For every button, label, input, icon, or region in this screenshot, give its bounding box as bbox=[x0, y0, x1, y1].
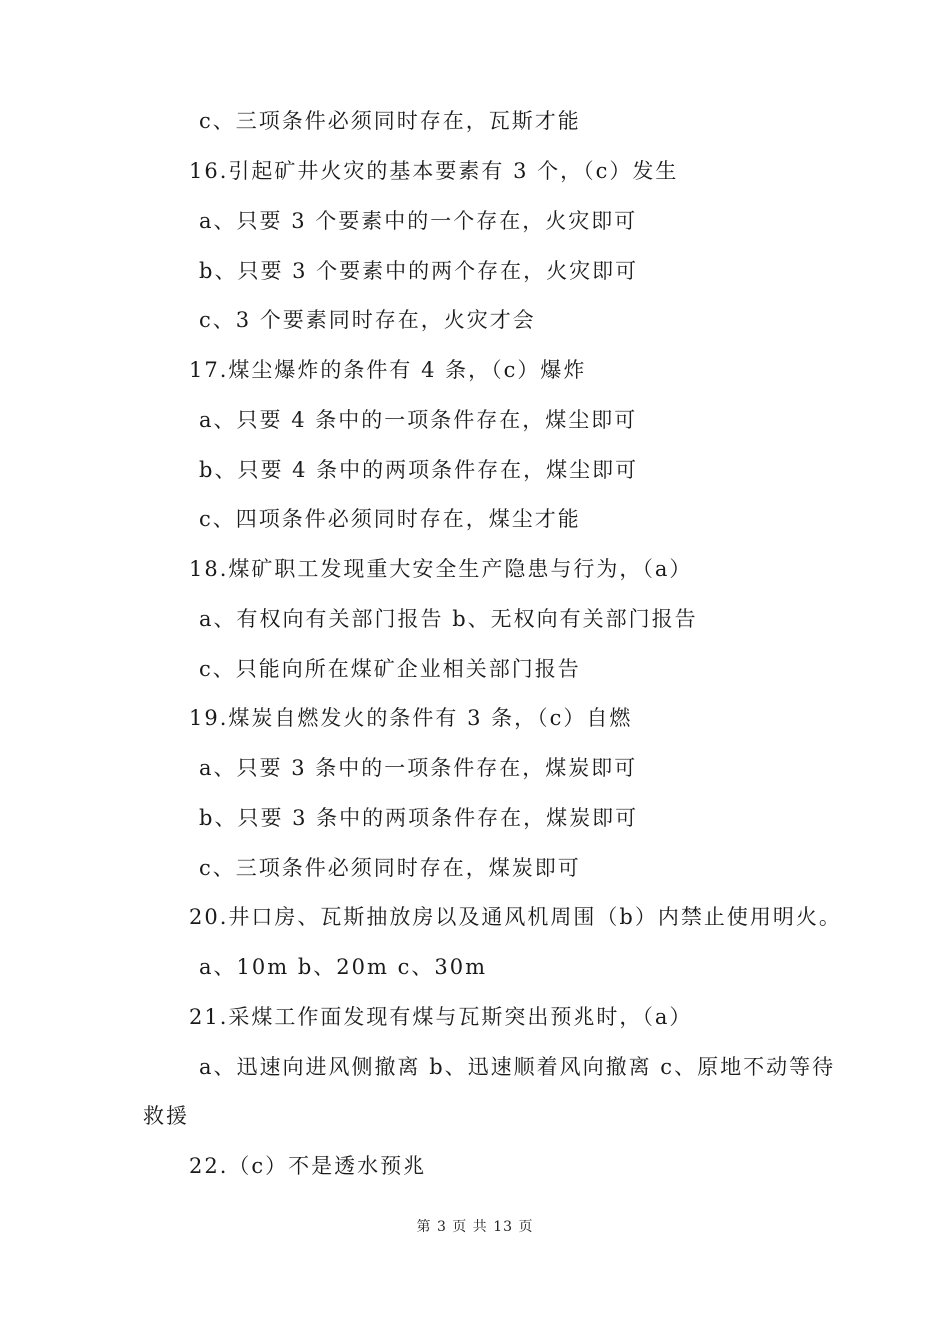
option-line: b、只要 3 个要素中的两个存在，火灾即可 bbox=[199, 259, 639, 283]
question-22: 22.（c）不是透水预兆 bbox=[189, 1154, 427, 1178]
option-line: c、三项条件必须同时存在，瓦斯才能 bbox=[199, 109, 581, 133]
option-continuation: 救援 bbox=[143, 1104, 189, 1128]
option-line: c、只能向所在煤矿企业相关部门报告 bbox=[199, 657, 581, 681]
option-line: c、四项条件必须同时存在，煤尘才能 bbox=[199, 507, 581, 531]
option-line: a、迅速向进风侧撤离 b、迅速顺着风向撤离 c、原地不动等待 bbox=[199, 1055, 836, 1079]
option-line: a、只要 4 条中的一项条件存在，煤尘即可 bbox=[199, 408, 638, 432]
question-17: 17.煤尘爆炸的条件有 4 条，（c）爆炸 bbox=[189, 358, 587, 382]
question-18: 18.煤矿职工发现重大安全生产隐患与行为，（a） bbox=[189, 557, 693, 581]
option-line: a、有权向有关部门报告 b、无权向有关部门报告 bbox=[199, 607, 698, 631]
question-19: 19.煤炭自燃发火的条件有 3 条，（c）自燃 bbox=[189, 706, 633, 730]
option-line: a、只要 3 个要素中的一个存在，火灾即可 bbox=[199, 209, 638, 233]
option-line: a、只要 3 条中的一项条件存在，煤炭即可 bbox=[199, 756, 638, 780]
option-line: b、只要 4 条中的两项条件存在，煤尘即可 bbox=[199, 458, 639, 482]
question-20: 20.井口房、瓦斯抽放房以及通风机周围（b）内禁止使用明火。 bbox=[189, 905, 842, 929]
option-line: c、3 个要素同时存在，火灾才会 bbox=[199, 308, 536, 332]
question-21: 21.采煤工作面发现有煤与瓦斯突出预兆时，（a） bbox=[189, 1005, 693, 1029]
option-line: a、10m b、20m c、30m bbox=[199, 955, 487, 979]
page-footer: 第 3 页 共 13 页 bbox=[416, 1219, 534, 1235]
option-line: b、只要 3 条中的两项条件存在，煤炭即可 bbox=[199, 806, 639, 830]
question-16: 16.引起矿井火灾的基本要素有 3 个，（c）发生 bbox=[189, 159, 679, 183]
option-line: c、三项条件必须同时存在，煤炭即可 bbox=[199, 856, 581, 880]
